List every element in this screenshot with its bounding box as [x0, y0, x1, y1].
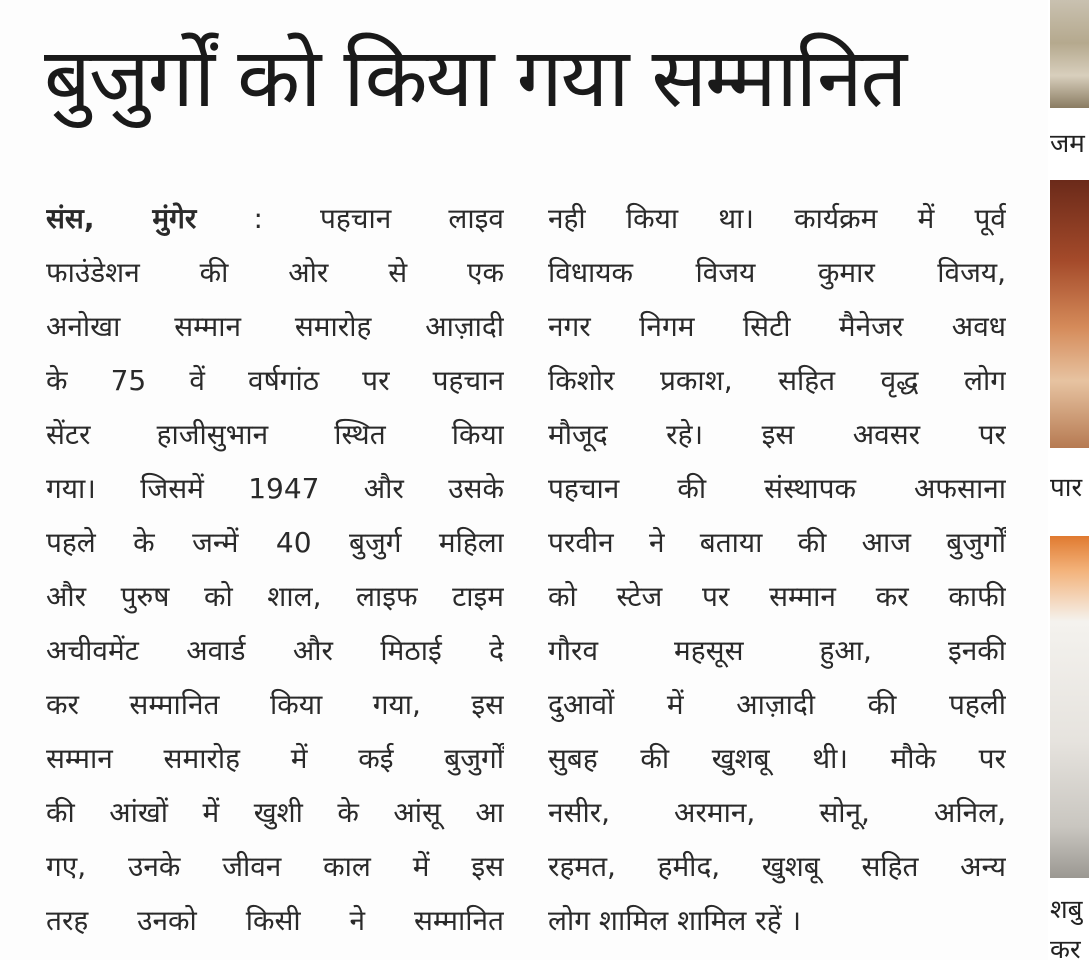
article-line: विधायक विजय कुमार विजय, [548, 256, 1006, 289]
article-line: किशोर प्रकाश, सहित वृद्ध लोग [548, 364, 1006, 397]
article-line: और पुरुष को शाल, लाइफ टाइम [46, 580, 504, 613]
article-line: अनोखा सम्मान समारोह आज़ादी [46, 310, 504, 343]
article-line: की आंखों में खुशी के आंसू आ [46, 796, 504, 829]
article-line: पहचान की संस्थापक अफसाना [548, 472, 1006, 505]
article-line: परवीन ने बताया की आज बुजुर्गों [548, 526, 1006, 559]
article-line-text: : पहचान लाइव [196, 202, 504, 235]
article-line: सुबह की खुशबू थी। मौके पर [548, 742, 1006, 775]
article-headline: बुजुर्गों को किया गया सम्मानित [44, 31, 906, 126]
article-line: नही किया था। कार्यक्रम में पूर्व [548, 202, 1006, 235]
article-line: सेंटर हाजीसुभान स्थित किया [46, 418, 504, 451]
article-line: गया। जिसमें 1947 और उसके [46, 472, 504, 505]
adjacent-photo [1050, 536, 1089, 878]
article-line: कर सम्मानित किया गया, इस [46, 688, 504, 721]
article-line: मौजूद रहे। इस अवसर पर [548, 418, 1006, 451]
article-line: नगर निगम सिटी मैनेजर अवध [548, 310, 1006, 343]
article-line: रहमत, हमीद, खुशबू सहित अन्य [548, 850, 1006, 883]
adjacent-article-strip [1048, 0, 1089, 960]
adjacent-caption: शबु [1050, 895, 1083, 925]
adjacent-photo [1050, 0, 1089, 108]
article-line: के 75 वें वर्षगांठ पर पहचान [46, 364, 504, 397]
article-column-left [46, 192, 504, 948]
article-line: नसीर, अरमान, सोनू, अनिल, [548, 796, 1006, 829]
adjacent-caption: पार [1050, 473, 1083, 503]
article-line: दुआवों में आज़ादी की पहली [548, 688, 1006, 721]
article-line: पहले के जन्में 40 बुजुर्ग महिला [46, 526, 504, 559]
article-line [46, 192, 504, 246]
article-line: सम्मान समारोह में कई बुजुर्गों [46, 742, 504, 775]
article-line: फाउंडेशन की ओर से एक [46, 256, 504, 289]
article-line: तरह उनको किसी ने सम्मानित [46, 904, 504, 937]
adjacent-photo [1050, 180, 1089, 448]
article-dateline: संस, मुंगेर [46, 202, 197, 235]
article-line: अचीवमेंट अवार्ड और मिठाई दे [46, 634, 504, 667]
article-line: लोग शामिल शामिल रहें । [548, 904, 802, 937]
article-line: गौरव महसूस हुआ, इनकी [548, 634, 1006, 667]
adjacent-caption: कर [1050, 935, 1081, 960]
article-line: को स्टेज पर सम्मान कर काफी [548, 580, 1006, 613]
article-line: गए, उनके जीवन काल में इस [46, 850, 504, 883]
article-column-right [548, 192, 1006, 948]
adjacent-caption: जम [1050, 129, 1085, 159]
